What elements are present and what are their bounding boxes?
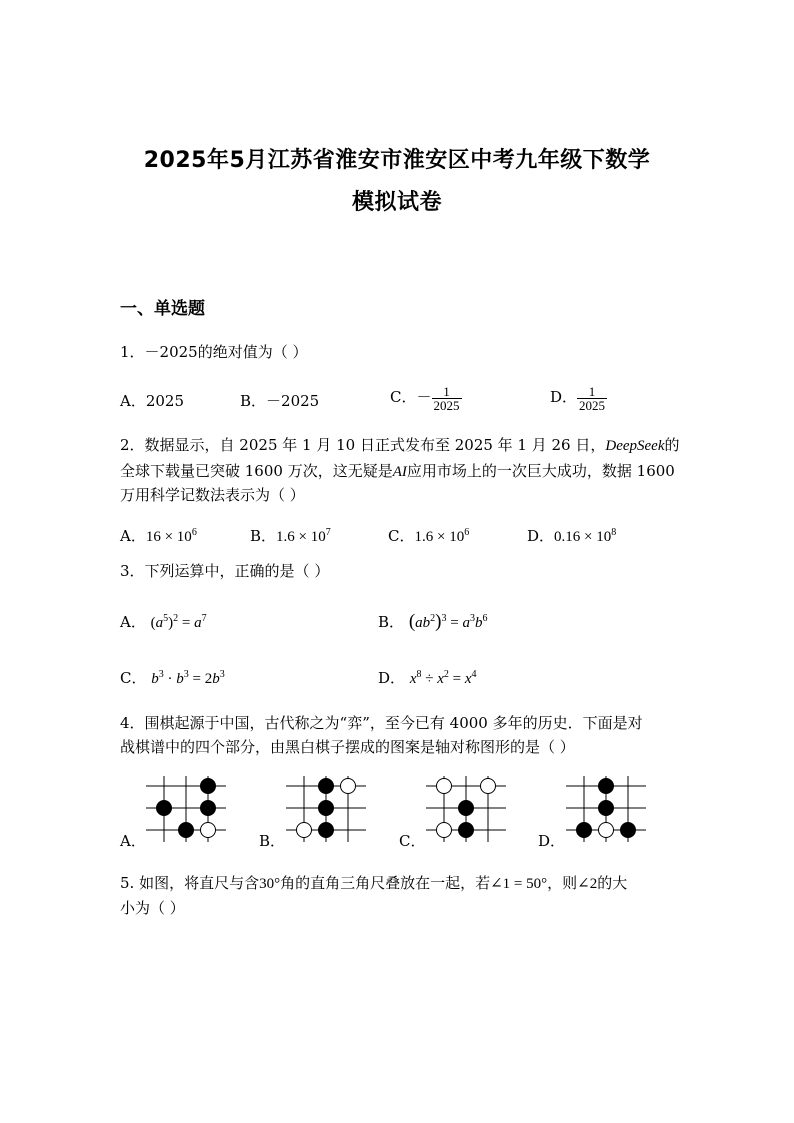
q1-option-c xyxy=(390,384,462,412)
q3-option-a xyxy=(120,606,207,636)
q5-line-1-mid: 角的直角三角尺叠放在一起，若 xyxy=(280,874,491,892)
white-stone xyxy=(437,779,452,794)
q3-option-d xyxy=(378,662,477,692)
q1-option-d-denominator: 2025 xyxy=(579,397,606,413)
q3-option-c-formula: $b^3 \cdot b^3 = 2b^3$ xyxy=(151,669,225,687)
white-stone xyxy=(437,823,452,838)
page-title-line-2: 模拟试卷 xyxy=(351,190,442,215)
q3-option-c-label: C． xyxy=(120,669,147,687)
q2-option-c-base: 1.6 × 10 xyxy=(414,529,465,545)
q2-option-d-label: D． xyxy=(527,527,555,545)
q5-angle-2: ∠2 xyxy=(577,876,598,892)
q3-option-a-formula: $(a^5)^2 = a^7$ xyxy=(150,613,207,631)
q3-option-b xyxy=(378,606,487,636)
q5-line-1-end: 的大 xyxy=(597,874,628,892)
q2-option-b-label: B． xyxy=(250,527,277,545)
q2-line-1-end: 的 xyxy=(664,436,680,454)
q1-option-d-numerator: 1 xyxy=(577,385,607,399)
black-stone xyxy=(459,823,474,838)
q2-option-a xyxy=(120,520,197,550)
q3-option-d-formula: $x^8 \div x^2 = x^4$ xyxy=(409,669,477,687)
black-stone xyxy=(201,801,216,816)
q2-line-3: 万用科学记数法表示为（ ） xyxy=(120,486,305,504)
black-stone xyxy=(319,823,334,838)
black-stone xyxy=(577,823,592,838)
q2-line-2 xyxy=(120,458,675,485)
black-stone xyxy=(179,823,194,838)
q2-option-a-label: A． xyxy=(120,527,146,545)
q2-option-a-exponent: 6 xyxy=(191,527,197,538)
q2-line-1-text: 2．数据显示，自 2025 年 1 月 10 日正式发布至 2025 年 1 月 26 日， xyxy=(120,436,606,454)
black-stone xyxy=(319,779,334,794)
q3-option-c xyxy=(120,662,225,692)
go-board-a xyxy=(140,772,232,844)
q2-deepseek: DeepSeek xyxy=(605,438,665,454)
q1-option-c-label: C． xyxy=(390,388,417,406)
black-stone xyxy=(319,801,334,816)
q3-option-d-label: D． xyxy=(378,669,406,687)
q1-option-b: B．－2025 xyxy=(240,392,320,410)
black-stone xyxy=(599,779,614,794)
white-stone xyxy=(599,823,614,838)
q1-option-c-sign: － xyxy=(416,390,432,406)
q5-line-1 xyxy=(120,870,627,897)
q4-option-b-label: B． xyxy=(259,832,286,850)
q4-line-1: 4．围棋起源于中国，古代称之为“弈”，至今已有 4000 多年的历史．下面是对 xyxy=(120,714,643,732)
go-board-c xyxy=(420,772,512,844)
q2-line-2-text: 全球下载量已突破 1600 万次，这无疑是 xyxy=(120,462,393,480)
black-stone xyxy=(459,801,474,816)
q2-line-2-end: 应用市场上的一次巨大成功，数据 1600 xyxy=(406,462,675,480)
q2-option-d-base: 0.16 × 10 xyxy=(554,529,612,545)
q2-option-c-exponent: 6 xyxy=(464,527,470,538)
white-stone xyxy=(341,779,356,794)
q2-ai: AI xyxy=(392,464,407,480)
q5-line-2: 小为（ ） xyxy=(120,899,185,917)
q3-option-b-formula: $(ab^2)^3 = a^3b^6$ xyxy=(408,611,488,632)
q5-line-1-then: ，则 xyxy=(547,874,578,892)
q2-option-a-base: 16 × 10 xyxy=(145,529,192,545)
q1-option-d xyxy=(550,384,607,412)
q1-stem: 1．－2025的绝对值为（ ） xyxy=(120,343,308,361)
q2-option-c-label: C． xyxy=(388,527,415,545)
q1-option-c-denominator: 2025 xyxy=(433,397,460,413)
q2-option-b xyxy=(250,520,331,550)
go-board-d xyxy=(560,772,652,844)
black-stone xyxy=(599,801,614,816)
q5-line-1-text: 5. 如图，将直尺与含 xyxy=(120,874,260,892)
q4-option-a-label: A． xyxy=(120,832,146,850)
q2-option-b-base: 1.6 × 10 xyxy=(276,529,326,545)
q2-option-d xyxy=(527,520,616,550)
white-stone xyxy=(201,823,216,838)
q1-option-d-fraction xyxy=(577,385,607,412)
black-stone xyxy=(621,823,636,838)
go-board-b xyxy=(280,772,372,844)
q1-option-c-numerator: 1 xyxy=(432,385,462,399)
q3-option-a-label: A． xyxy=(120,613,146,631)
q4-line-2: 战棋谱中的四个部分，由黑白棋子摆成的图案是轴对称图形的是（ ） xyxy=(120,738,575,756)
q1-option-c-fraction xyxy=(432,385,462,412)
page-title-line-1: 2025年5月江苏省淮安市淮安区中考九年级下数学 xyxy=(143,148,651,173)
section-heading: 一、单选题 xyxy=(120,299,205,319)
q4-option-c-label: C． xyxy=(399,832,426,850)
q2-option-c xyxy=(388,520,469,550)
q3-option-b-label: B． xyxy=(378,613,405,631)
q1-option-d-label: D． xyxy=(550,388,578,406)
q4-option-d-label: D． xyxy=(538,832,566,850)
q2-option-d-exponent: 8 xyxy=(611,527,617,538)
q2-option-b-exponent: 7 xyxy=(325,527,331,538)
black-stone xyxy=(201,779,216,794)
q3-stem: 3．下列运算中，正确的是（ ） xyxy=(120,562,330,580)
white-stone xyxy=(297,823,312,838)
q1-option-a: A．2025 xyxy=(120,392,185,410)
q2-line-1 xyxy=(120,432,680,459)
q5-angle-30: 30° xyxy=(259,876,281,892)
q5-angle-1: ∠1 = 50° xyxy=(490,876,548,892)
black-stone xyxy=(157,801,172,816)
white-stone xyxy=(481,779,496,794)
